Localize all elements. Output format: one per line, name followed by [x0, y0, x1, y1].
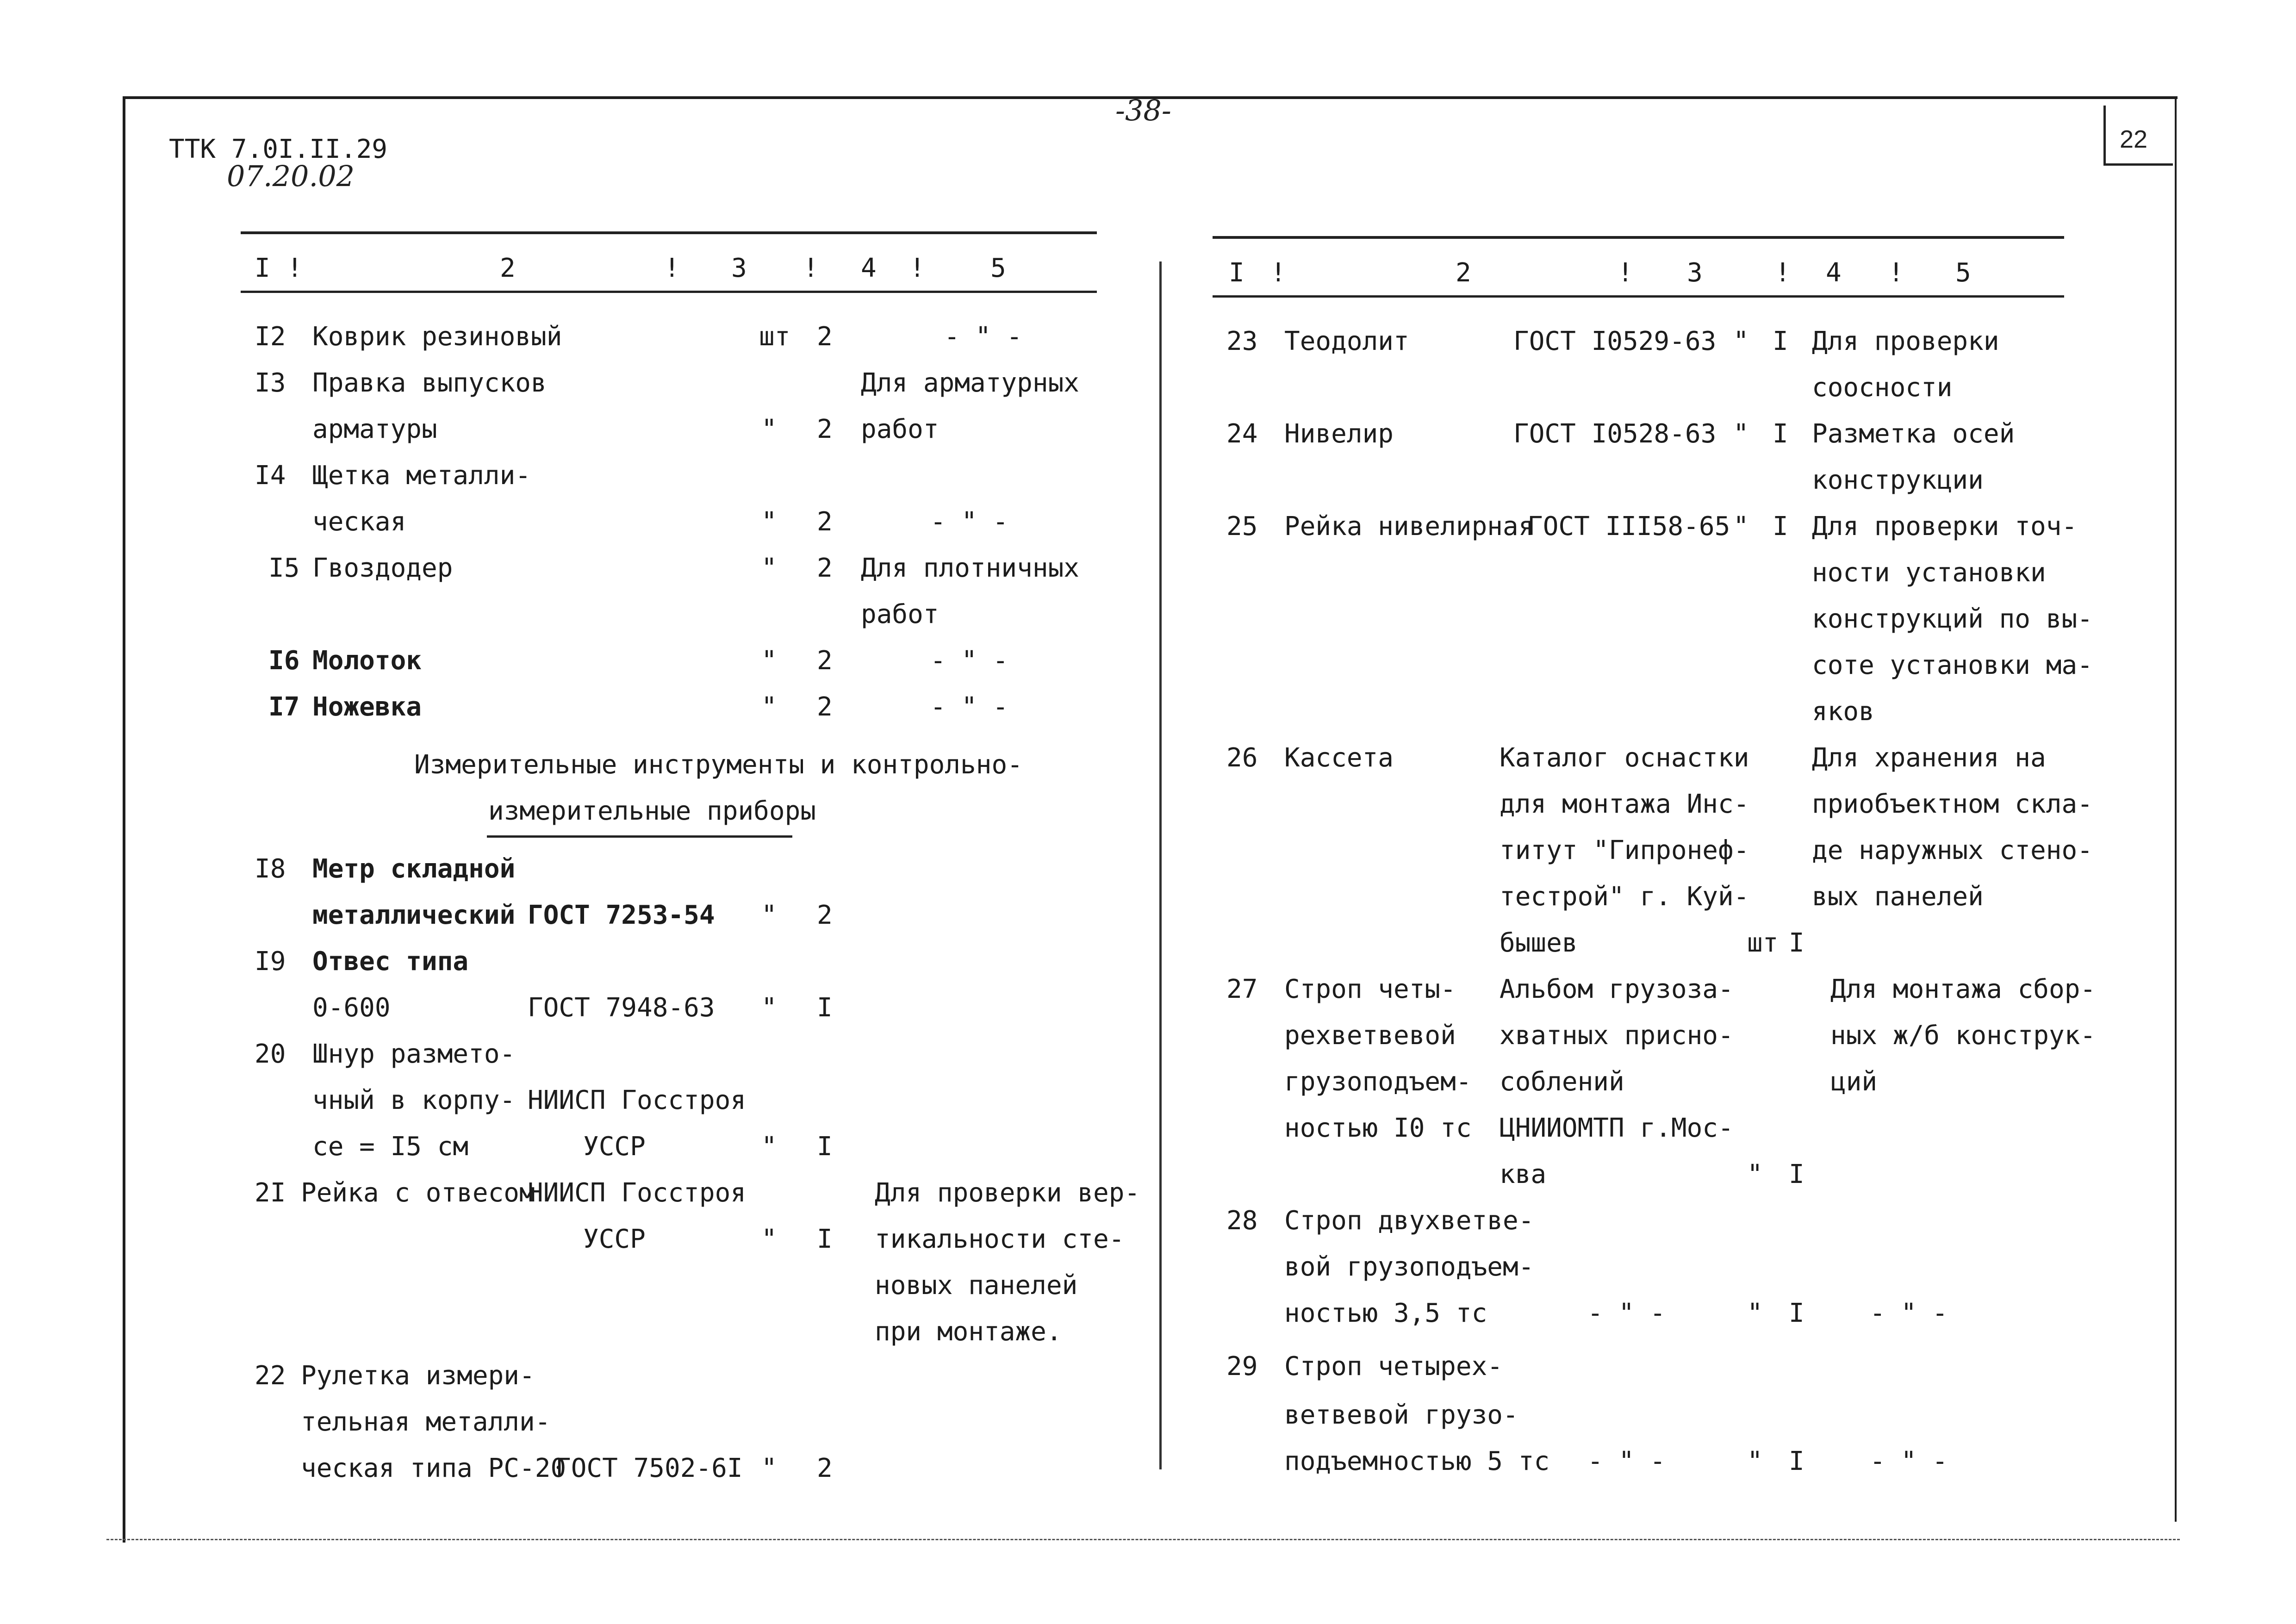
row-name: Строп четырех-: [1284, 1351, 1503, 1381]
row-name: Отвес типа: [312, 946, 469, 977]
row-name-cont: арматуры: [312, 414, 437, 444]
row-gost-cont: для монтажа Инс-: [1500, 789, 1749, 819]
row-num: 26: [1226, 743, 1258, 773]
right-header-col3: 3: [1687, 258, 1703, 288]
row-note: Для арматурных: [861, 368, 1080, 398]
row-name: Щетка металли-: [312, 460, 531, 491]
row-name: Гвоздодер: [312, 553, 453, 583]
right-header-sep4: !: [1888, 258, 1904, 288]
row-note-cont: при монтаже.: [875, 1317, 1062, 1347]
row-note: - " -: [1870, 1298, 1948, 1328]
row-gost-cont: соблений: [1500, 1067, 1624, 1097]
row-unit: ": [761, 1224, 777, 1254]
row-name: Ножевка: [312, 692, 422, 722]
row-name: Метр складной: [312, 854, 516, 884]
right-header-col2: 2: [1456, 258, 1471, 288]
row-note-cont: работ: [861, 414, 939, 444]
page-number: -38-: [1115, 93, 1171, 127]
left-header-col3: 3: [731, 253, 747, 283]
row-note: - " -: [930, 507, 1008, 537]
row-gost-cont: титут "Гипронеф-: [1500, 835, 1749, 865]
right-header-col4: 4: [1826, 258, 1842, 288]
row-num: 22: [255, 1361, 286, 1391]
row-name: Строп четы-: [1284, 974, 1456, 1004]
row-qty: 2: [817, 900, 833, 930]
row-qty: 2: [817, 692, 833, 722]
row-num: I3: [255, 368, 286, 398]
row-note-cont: конструкции: [1812, 465, 1984, 495]
row-note: Для хранения на: [1812, 743, 2046, 773]
row-unit: ": [1747, 1159, 1763, 1189]
row-note: - " -: [930, 646, 1008, 676]
row-unit: ": [761, 900, 777, 930]
row-note-cont: соосности: [1812, 373, 1953, 403]
row-unit: ": [1733, 511, 1749, 541]
row-note: - " -: [944, 322, 1022, 352]
row-name-cont: грузоподъем-: [1284, 1067, 1472, 1097]
row-name-cont: тельная металли-: [301, 1407, 551, 1437]
row-note-cont: работ: [861, 599, 939, 629]
row-name: Строп двухветве-: [1284, 1206, 1534, 1236]
row-gost-cont: хватных присно-: [1500, 1020, 1734, 1051]
row-qty: I: [1789, 928, 1804, 958]
row-gost: - " -: [1587, 1446, 1666, 1476]
row-name: Рулетка измери-: [301, 1361, 535, 1391]
row-num: 29: [1226, 1351, 1258, 1381]
row-unit: ": [1747, 1298, 1763, 1328]
row-note-cont: тикальности сте-: [875, 1224, 1125, 1254]
row-name-cont: чный в корпу-: [312, 1085, 516, 1115]
sheet-stamp-number: 22: [2120, 125, 2148, 153]
row-note: - " -: [1870, 1446, 1948, 1476]
right-table-header-rule: [1213, 295, 2064, 298]
row-qty: I: [1789, 1159, 1804, 1189]
row-num: I6: [268, 646, 300, 676]
row-name: Правка выпусков: [312, 368, 547, 398]
section-heading: Измерительные инструменты и контрольно-: [414, 750, 1023, 780]
row-name-cont: рехветвевой: [1284, 1020, 1456, 1051]
row-note: Разметка осей: [1812, 419, 2015, 449]
row-unit: ": [761, 692, 777, 722]
row-note: Для проверки: [1812, 326, 1999, 356]
left-header-sep3: !: [803, 253, 819, 283]
row-gost: ГОСТ I0529-63: [1513, 326, 1717, 356]
row-note-cont: ности установки: [1812, 558, 2046, 588]
frame-bottom-border: [106, 1539, 2180, 1540]
left-table-top-rule: [241, 231, 1097, 234]
row-qty: I: [1789, 1298, 1804, 1328]
row-note-cont: соте установки ма-: [1812, 650, 2093, 680]
row-gost: НИИСП Госстроя: [528, 1178, 747, 1208]
row-gost-cont: ЦНИИОМТП г.Мос-: [1500, 1113, 1734, 1143]
row-note: Для плотничных: [861, 553, 1080, 583]
right-header-col1: I: [1229, 258, 1244, 288]
row-unit: ": [1733, 419, 1749, 449]
row-gost-cont: тестрой" г. Куй-: [1500, 882, 1749, 912]
row-name: Шнур размето-: [312, 1039, 516, 1069]
frame-right-border: [2175, 96, 2177, 1522]
row-unit: ": [761, 1453, 777, 1483]
row-name: Молоток: [312, 646, 422, 676]
row-name-cont: подъемностью 5 тс: [1284, 1446, 1550, 1476]
left-header-sep2: !: [664, 253, 680, 283]
row-note-cont: новых панелей: [875, 1270, 1078, 1300]
row-num: 27: [1226, 974, 1258, 1004]
row-unit: ": [761, 553, 777, 583]
row-num: 25: [1226, 511, 1258, 541]
row-qty: 2: [817, 507, 833, 537]
row-name-cont: вой грузоподъем-: [1284, 1252, 1534, 1282]
left-table-header-rule: [241, 291, 1097, 293]
left-header-col1: I: [255, 253, 270, 283]
doc-code: ТТК 7.0I.II.29: [169, 134, 388, 164]
row-qty: I: [817, 1132, 833, 1162]
row-name: Коврик резиновый: [312, 322, 562, 352]
row-name-cont: ветвевой грузо-: [1284, 1400, 1518, 1430]
frame-left-border: [123, 96, 125, 1543]
row-gost: Каталог оснастки: [1500, 743, 1749, 773]
row-num: I4: [255, 460, 286, 491]
row-gost: ГОСТ 7502-6I: [555, 1453, 743, 1483]
row-name-cont: ческая: [312, 507, 406, 537]
row-qty: 2: [817, 322, 833, 352]
row-note-cont: ных ж/б конструк-: [1830, 1020, 2096, 1051]
row-unit: ": [761, 507, 777, 537]
row-num: 24: [1226, 419, 1258, 449]
row-unit: шт: [1747, 928, 1779, 958]
row-qty: I: [817, 993, 833, 1023]
row-qty: I: [1773, 419, 1788, 449]
row-num: 20: [255, 1039, 286, 1069]
row-gost-cont: бышев: [1500, 928, 1578, 958]
row-unit: ": [761, 646, 777, 676]
row-name-cont: се = I5 см: [312, 1132, 469, 1162]
row-name: Рейка с отвесом: [301, 1178, 535, 1208]
row-name-cont: ностью I0 тс: [1284, 1113, 1472, 1143]
row-gost: ГОСТ 7948-63: [528, 993, 715, 1023]
column-separator: [1159, 261, 1162, 1469]
row-unit: ": [761, 993, 777, 1023]
row-unit: ": [1747, 1446, 1763, 1476]
left-header-sep1: !: [287, 253, 303, 283]
left-header-col4: 4: [861, 253, 877, 283]
row-num: 23: [1226, 326, 1258, 356]
row-note: Для проверки точ-: [1812, 511, 2078, 541]
row-num: 28: [1226, 1206, 1258, 1236]
row-unit: ": [1733, 326, 1749, 356]
row-unit: шт: [759, 322, 790, 352]
right-header-col5: 5: [1955, 258, 1971, 288]
row-name: Рейка нивелирная: [1284, 511, 1534, 541]
row-gost: НИИСП Госстроя: [528, 1085, 747, 1115]
row-num: 2I: [255, 1178, 286, 1208]
row-qty: 2: [817, 646, 833, 676]
row-gost-cont: УССР: [583, 1132, 646, 1162]
left-header-col5: 5: [990, 253, 1006, 283]
left-header-col2: 2: [500, 253, 516, 283]
row-gost: ГОСТ III58-65: [1527, 511, 1730, 541]
row-gost: ГОСТ 7253-54: [528, 900, 715, 930]
row-note-cont: приобъектном скла-: [1812, 789, 2093, 819]
row-note-cont: конструкций по вы-: [1812, 604, 2093, 634]
right-header-sep3: !: [1775, 258, 1791, 288]
right-table-top-rule: [1213, 236, 2064, 239]
row-name: Теодолит: [1284, 326, 1409, 356]
section-underline: [487, 835, 792, 838]
row-gost: Альбом грузоза-: [1500, 974, 1734, 1004]
row-note-cont: ций: [1830, 1067, 1878, 1097]
row-gost: ГОСТ I0528-63: [1513, 419, 1717, 449]
row-qty: 2: [817, 414, 833, 444]
row-note: Для проверки вер-: [875, 1178, 1140, 1208]
row-qty: 2: [817, 1453, 833, 1483]
row-name: Кассета: [1284, 743, 1394, 773]
row-qty: I: [817, 1224, 833, 1254]
right-header-sep2: !: [1618, 258, 1633, 288]
doc-code-handwritten: 07.20.02: [227, 159, 355, 193]
row-gost-cont: ква: [1500, 1159, 1547, 1189]
row-qty: I: [1773, 326, 1788, 356]
row-name-cont: ностью 3,5 тс: [1284, 1298, 1487, 1328]
row-note: Для монтажа сбор-: [1830, 974, 2096, 1004]
row-gost-cont: УССР: [583, 1224, 646, 1254]
section-heading-cont: измерительные приборы: [488, 796, 816, 826]
row-num: I9: [255, 946, 286, 977]
row-note: - " -: [930, 692, 1008, 722]
row-num: I2: [255, 322, 286, 352]
row-qty: I: [1773, 511, 1788, 541]
row-note-cont: вых панелей: [1812, 882, 1984, 912]
row-unit: ": [761, 414, 777, 444]
row-qty: I: [1789, 1446, 1804, 1476]
row-name: Нивелир: [1284, 419, 1394, 449]
row-num: I5: [268, 553, 300, 583]
row-num: I8: [255, 854, 286, 884]
row-note-cont: яков: [1812, 697, 1874, 727]
row-unit: ": [761, 1132, 777, 1162]
row-num: I7: [268, 692, 300, 722]
right-header-sep1: !: [1270, 258, 1286, 288]
left-header-sep4: !: [909, 253, 925, 283]
row-note-cont: де наружных стено-: [1812, 835, 2093, 865]
row-name-cont: металлический: [312, 900, 516, 930]
row-name-cont: ческая типа РС-20: [301, 1453, 566, 1483]
row-gost: - " -: [1587, 1298, 1666, 1328]
row-qty: 2: [817, 553, 833, 583]
row-name-cont: 0-600: [312, 993, 391, 1023]
